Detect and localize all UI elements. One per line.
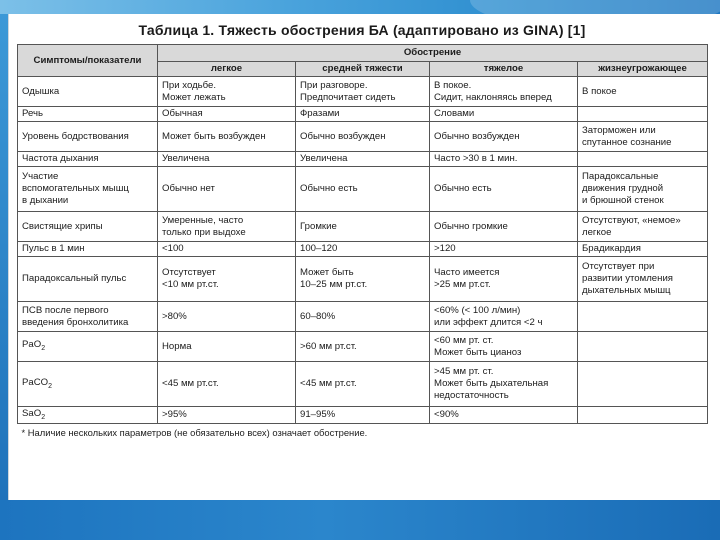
row-cell: Часто имеется >25 мм рт.ст. — [430, 257, 578, 302]
document-panel — [8, 14, 715, 502]
row-cell: Парадоксальные движения грудной и брюшной стенок — [578, 167, 708, 212]
row-cell: <45 мм рт.ст. — [158, 362, 296, 407]
row-parameter: Одышка — [18, 77, 158, 107]
row-cell: <90% — [430, 407, 578, 424]
row-cell: Норма — [158, 332, 296, 362]
table-body — [18, 77, 708, 424]
table-row — [18, 407, 708, 424]
row-cell: Заторможен или спутанное сознание — [578, 122, 708, 152]
row-cell: В покое. Сидит, наклоняясь вперед — [430, 77, 578, 107]
row-parameter: Парадоксальный пульс — [18, 257, 158, 302]
severity-table — [17, 44, 708, 440]
row-cell: Часто >30 в 1 мин. — [430, 152, 578, 167]
table-row — [18, 77, 708, 107]
table-row — [18, 122, 708, 152]
row-cell — [578, 152, 708, 167]
header-symptoms: Симптомы/показатели — [18, 45, 158, 77]
row-cell: Обычно нет — [158, 167, 296, 212]
row-cell: Обычно громкие — [430, 212, 578, 242]
row-cell: Отсутствуют, «немое» легкое — [578, 212, 708, 242]
row-cell: >120 — [430, 242, 578, 257]
row-parameter: PaO$_2$ — [18, 332, 158, 362]
header-level-mild: легкое — [158, 62, 296, 77]
row-cell: Может быть возбужден — [158, 122, 296, 152]
row-cell: Обычно возбужден — [430, 122, 578, 152]
row-cell: >60 мм рт.ст. — [296, 332, 430, 362]
row-cell: Увеличена — [158, 152, 296, 167]
footnote: * Наличие нескольких параметров (не обязательно всех) означает обострение. — [21, 427, 368, 439]
row-cell: Брадикардия — [578, 242, 708, 257]
row-cell: Фразами — [296, 107, 430, 122]
row-cell: Обычная — [158, 107, 296, 122]
row-cell: В покое — [578, 77, 708, 107]
row-cell: Словами — [430, 107, 578, 122]
row-parameter: PaCO$_2$ — [18, 362, 158, 407]
row-cell: Увеличена — [296, 152, 430, 167]
row-parameter: SaO$_2$ — [18, 407, 158, 424]
row-cell: Отсутствует при развитии утомления дыхательных мышц — [578, 257, 708, 302]
row-cell — [578, 407, 708, 424]
row-cell: Обычно есть — [430, 167, 578, 212]
row-cell: >95% — [158, 407, 296, 424]
row-cell — [578, 332, 708, 362]
header-exacerbation: Обострение — [158, 45, 708, 62]
row-parameter: ПСВ после первого введения бронхолитика — [18, 302, 158, 332]
table-row — [18, 257, 708, 302]
header-level-moderate: средней тяжести — [296, 62, 430, 77]
row-cell: При ходьбе. Может лежать — [158, 77, 296, 107]
table-row — [18, 152, 708, 167]
table-row — [18, 212, 708, 242]
row-cell: Может быть 10–25 мм рт.ст. — [296, 257, 430, 302]
table-row — [18, 302, 708, 332]
row-cell: 91–95% — [296, 407, 430, 424]
row-parameter: Участие вспомогательных мышц в дыхании — [18, 167, 158, 212]
row-parameter: Уровень бодрствования — [18, 122, 158, 152]
row-cell: <60% (< 100 л/мин) или эффект длится <2 ч — [430, 302, 578, 332]
row-parameter: Пульс в 1 мин — [18, 242, 158, 257]
row-cell: <100 — [158, 242, 296, 257]
table-row — [18, 332, 708, 362]
row-cell — [578, 302, 708, 332]
table-title: Таблица 1. Тяжесть обострения БА (адаптировано из GINA) [1] — [138, 22, 586, 38]
row-cell — [578, 107, 708, 122]
row-cell: <45 мм рт.ст. — [296, 362, 430, 407]
row-cell: Обычно возбужден — [296, 122, 430, 152]
row-cell: >80% — [158, 302, 296, 332]
row-cell: Умеренные, часто только при выдохе — [158, 212, 296, 242]
row-parameter: Частота дыхания — [18, 152, 158, 167]
row-cell: Громкие — [296, 212, 430, 242]
table-row — [18, 362, 708, 407]
row-cell: При разговоре. Предпочитает сидеть — [296, 77, 430, 107]
slide-left-accent — [0, 0, 8, 540]
row-parameter: Речь — [18, 107, 158, 122]
row-cell: Обычно есть — [296, 167, 430, 212]
row-cell: <60 мм рт. ст. Может быть цианоз — [430, 332, 578, 362]
row-cell: 60–80% — [296, 302, 430, 332]
header-level-severe: тяжелое — [430, 62, 578, 77]
row-cell — [578, 362, 708, 407]
row-cell: Отсутствует <10 мм рт.ст. — [158, 257, 296, 302]
table-row — [18, 167, 708, 212]
table-row — [18, 107, 708, 122]
slide-bottom-band — [0, 500, 720, 540]
row-cell: >45 мм рт. ст. Может быть дыхательная недостаточность — [430, 362, 578, 407]
row-cell: 100–120 — [296, 242, 430, 257]
table-row — [18, 242, 708, 257]
row-parameter: Свистящие хрипы — [18, 212, 158, 242]
header-level-life-threatening: жизнеугрожающее — [578, 62, 708, 77]
